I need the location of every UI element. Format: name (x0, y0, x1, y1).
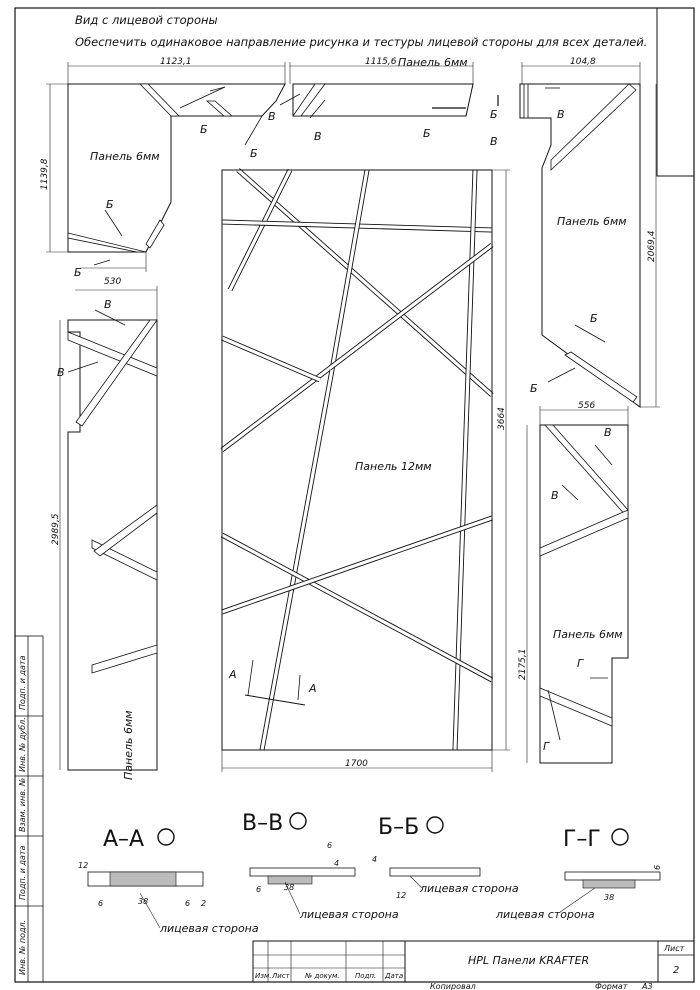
stamp-cell: Взам. инв. № (18, 777, 27, 832)
label-panel-top: Панель 6мм (398, 56, 468, 69)
sec-vv-face: лицевая сторона (300, 908, 399, 921)
sec-gg-38: 38 (604, 893, 615, 902)
section-aa-title: А–А (103, 827, 145, 852)
sec-vv-6: 6 (256, 885, 262, 894)
svg-text:Подп.: Подп. (355, 972, 377, 980)
svg-text:Лист: Лист (664, 944, 685, 953)
sec-gg-6: 6 (653, 864, 662, 870)
marker-b: Б (490, 108, 498, 121)
rotate-icon (290, 813, 306, 829)
marker-v: В (57, 366, 65, 379)
svg-text:Дата: Дата (385, 972, 404, 980)
section-bb-title: Б–Б (378, 815, 420, 840)
rotate-icon (612, 829, 628, 845)
dim-2069: 2069,4 (647, 230, 657, 262)
label-panel-left-bottom: Панель 6мм (122, 710, 135, 780)
section-vv-title: В–В (242, 811, 284, 836)
stamp-cell: Инв. № подл. (18, 919, 27, 975)
stamp-cell: Инв. № дубл. (18, 717, 27, 772)
sec-bb-face: лицевая сторона (420, 882, 519, 895)
stamp-cell: Подп. и дата (18, 655, 27, 710)
sec-aa-6b: 6 (185, 899, 191, 908)
rotate-icon (427, 817, 443, 833)
dim-1115: 1115,6 (365, 57, 397, 67)
label-panel-top-left: Панель 6мм (90, 150, 160, 163)
marker-b: Б (74, 266, 82, 279)
sec-aa-38: 38 (138, 897, 149, 906)
sec-vv-38: 38 (284, 883, 295, 892)
marker-g: Г (543, 740, 550, 753)
marker-v: В (490, 135, 498, 148)
marker-b: Б (590, 312, 598, 325)
rotate-icon (158, 829, 174, 845)
sec-gg-face: лицевая сторона (496, 908, 595, 921)
svg-text:Лист: Лист (272, 972, 290, 980)
marker-g: Г (577, 657, 584, 670)
sec-aa-2: 2 (201, 899, 207, 908)
marker-b: Б (200, 123, 208, 136)
sec-aa-12: 12 (78, 861, 89, 870)
label-panel-center: Панель 12мм (355, 460, 432, 473)
side-stamp (15, 636, 43, 982)
sec-aa-6a: 6 (98, 899, 104, 908)
dim-2175: 2175,1 (518, 648, 528, 680)
label-panel-right-top: Панель 6мм (557, 215, 627, 228)
sec-vv-6top: 6 (327, 841, 333, 850)
sec-vv-4: 4 (334, 859, 340, 868)
label-panel-right-bottom: Панель 6мм (553, 628, 623, 641)
section-vv-profile (250, 868, 355, 876)
sec-bb-12: 12 (396, 891, 407, 900)
marker-a: А (229, 668, 237, 681)
note-line-2: Обеспечить одинаковое направление рисунка и тестуры лицевой стороны для всех деталей. (75, 35, 648, 49)
section-gg-profile (565, 872, 660, 880)
title-text: HPL Панели KRAFTER (468, 954, 590, 967)
marker-b: Б (250, 147, 258, 160)
note-line-1: Вид с лицевой стороны (75, 13, 218, 27)
svg-text:Копировал: Копировал (430, 982, 476, 990)
corner-stamp (657, 8, 694, 176)
svg-text:№ докум.: № докум. (305, 972, 340, 980)
dim-1700: 1700 (345, 759, 368, 769)
marker-v: В (314, 130, 322, 143)
marker-a: А (309, 682, 317, 695)
dim-3664: 3664 (497, 407, 507, 430)
marker-b: Б (530, 382, 538, 395)
svg-text:Изм.: Изм. (255, 972, 272, 980)
sec-bb-4: 4 (372, 855, 378, 864)
dim-2989: 2989,5 (51, 513, 61, 545)
marker-v: В (604, 426, 612, 439)
marker-v: В (268, 110, 276, 123)
sec-aa-face: лицевая сторона (160, 922, 259, 935)
marker-v: В (557, 108, 565, 121)
dim-556: 556 (578, 401, 596, 411)
section-gg-title: Г–Г (563, 827, 601, 852)
marker-v: В (104, 298, 112, 311)
dim-1139: 1139,8 (40, 158, 50, 190)
marker-b: Б (423, 127, 431, 140)
dim-104: 104,8 (570, 57, 596, 67)
svg-text:А3: А3 (642, 982, 653, 990)
dim-1123: 1123,1 (160, 57, 192, 67)
title-block (253, 941, 694, 990)
groove (524, 84, 528, 118)
svg-text:2: 2 (673, 965, 680, 976)
marker-v: В (551, 489, 559, 502)
section-bb-profile (390, 868, 480, 876)
marker-b: Б (106, 198, 114, 211)
stamp-cell: Подп. и дата (18, 845, 27, 900)
svg-text:Формат: Формат (595, 982, 628, 990)
dim-530: 530 (104, 277, 122, 287)
